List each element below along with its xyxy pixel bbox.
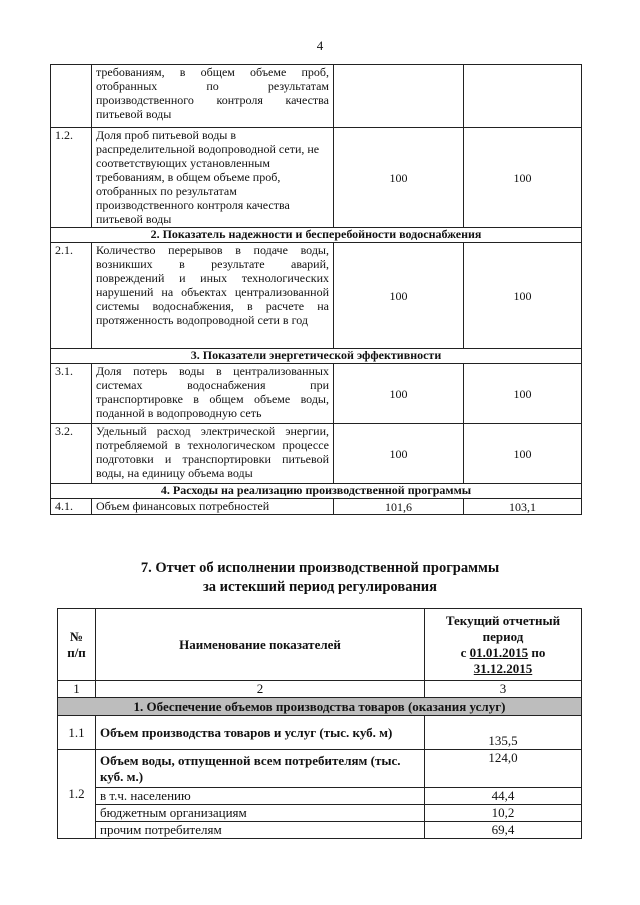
- indicator-name-cell: Удельный расход электрической энергии, потребляемой в технологическом процессе подготовки и транспортировки питьевой воды, на единицу объема воды: [92, 424, 334, 484]
- indicator-name-cell: Объем производства товаров и услуг (тыс. куб. м): [96, 716, 425, 750]
- row-number-cell: 1.2: [58, 750, 96, 839]
- value-cell: 100: [334, 243, 464, 349]
- header-period-line1: Текущий отчетный: [445, 612, 561, 628]
- value-cell: 124,0: [425, 750, 582, 788]
- header-number-line2: п/п: [67, 644, 86, 660]
- value-cell: 100: [464, 128, 582, 228]
- column-header-period: [425, 609, 582, 681]
- value-cell: 100: [334, 364, 464, 424]
- column-index: 3: [425, 681, 582, 698]
- table-row: [51, 364, 582, 424]
- indicator-name-cell: Объем финансовых потребностей: [92, 499, 334, 515]
- indicator-name-cell: Объем воды, отпущенной всем потребителям (тыс. куб. м.): [96, 750, 425, 788]
- value-cell: [464, 65, 582, 128]
- period-to-date: 31.12.2015: [473, 660, 533, 676]
- indicator-name-cell: в т.ч. населению: [96, 788, 425, 805]
- table-row: [51, 424, 582, 484]
- header-number-line1: №: [69, 628, 84, 644]
- table-row: [58, 805, 582, 822]
- row-number-cell: 1.2.: [51, 128, 92, 228]
- value-cell: 10,2: [425, 805, 582, 822]
- column-index: 2: [96, 681, 425, 698]
- section-heading: 1. Обеспечение объемов производства товаров (оказания услуг): [58, 698, 582, 716]
- section-heading: 2. Показатель надежности и бесперебойности водоснабжения: [51, 228, 582, 243]
- row-number-cell: [51, 65, 92, 128]
- section-heading: 3. Показатели энергетической эффективности: [51, 349, 582, 364]
- value-cell: 44,4: [425, 788, 582, 805]
- table-row: [58, 822, 582, 839]
- section-row: [51, 228, 582, 243]
- row-number-cell: 2.1.: [51, 243, 92, 349]
- table-row: [51, 499, 582, 515]
- value-cell: [334, 65, 464, 128]
- indicator-name-cell: требованиям, в общем объеме проб, отобранных по результатам производственного контроля качества питьевой воды: [92, 65, 334, 128]
- header-period-range: [429, 645, 577, 661]
- period-from-date: 01.01.2015: [469, 644, 529, 660]
- column-header-number: [58, 609, 96, 681]
- table-row: [51, 243, 582, 349]
- column-header-name: Наименование показателей: [96, 609, 425, 681]
- table-row: [58, 716, 582, 750]
- table-row: [58, 750, 582, 788]
- value-cell: 135,5: [425, 716, 582, 750]
- row-number-cell: 1.1: [58, 716, 96, 750]
- section-row: [51, 484, 582, 499]
- indicator-name-cell: Доля потерь воды в централизованных системах водоснабжения при транспортировке в общем объеме воды, поданной в водопроводную сеть: [92, 364, 334, 424]
- header-period-line2: период: [482, 628, 524, 644]
- value-cell: 100: [464, 424, 582, 484]
- table-row: [51, 128, 582, 228]
- row-number-cell: 3.1.: [51, 364, 92, 424]
- period-to-prefix: по: [528, 644, 546, 660]
- value-cell: 103,1: [464, 499, 582, 515]
- value-cell: 100: [464, 364, 582, 424]
- indicators-table: [50, 64, 582, 515]
- indicator-name-cell: бюджетным организациям: [96, 805, 425, 822]
- value-cell: 101,6: [334, 499, 464, 515]
- value-cell: 100: [334, 128, 464, 228]
- section-title: 7. Отчет об исполнении производственной программы: [140, 560, 500, 576]
- index-row: [58, 681, 582, 698]
- column-index: 1: [58, 681, 96, 698]
- row-number-cell: 3.2.: [51, 424, 92, 484]
- section-row: [58, 698, 582, 716]
- row-number-cell: 4.1.: [51, 499, 92, 515]
- value-cell: 100: [464, 243, 582, 349]
- report-table: [57, 608, 582, 839]
- indicator-name-cell: Доля проб питьевой воды в распределительной водопроводной сети, не соответствующих установленным требованиям, в общем объеме проб, отобранных по результатам производственного контроля качества питьевой воды: [92, 128, 334, 228]
- header-row: [58, 609, 582, 681]
- indicator-name-cell: прочим потребителям: [96, 822, 425, 839]
- indicator-name-cell: Количество перерывов в подаче воды, возникших в результате аварий, повреждений и иных технологических нарушений на объектах централизованной системы водоснабжения, в расчете на протяженность водопроводной сети в год: [92, 243, 334, 349]
- period-from-prefix: с: [460, 644, 470, 660]
- page-number: 4: [316, 38, 324, 53]
- section-subtitle: за истекший период регулирования: [202, 579, 438, 595]
- section-heading: 4. Расходы на реализацию производственной программы: [51, 484, 582, 499]
- value-cell: 100: [334, 424, 464, 484]
- section-row: [51, 349, 582, 364]
- table-row: [51, 65, 582, 128]
- table-row: [58, 788, 582, 805]
- value-cell: 69,4: [425, 822, 582, 839]
